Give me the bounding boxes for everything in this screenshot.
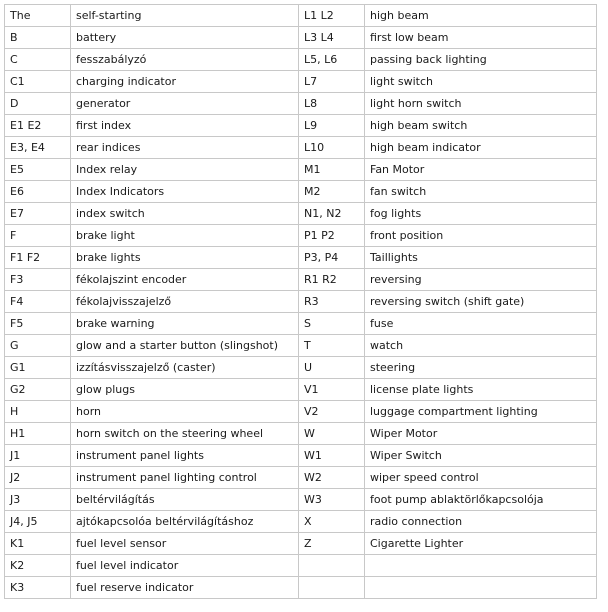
component-description-left: charging indicator: [71, 71, 299, 93]
component-description-right: fog lights: [365, 203, 597, 225]
component-description-left: fékolajszint encoder: [71, 269, 299, 291]
table-row: [5, 115, 597, 137]
component-code-left: B: [5, 27, 71, 49]
component-description-left: Index relay: [71, 159, 299, 181]
table-row: [5, 49, 597, 71]
table-row: [5, 489, 597, 511]
table-row: [5, 467, 597, 489]
table-row: [5, 379, 597, 401]
component-code-left: F: [5, 225, 71, 247]
component-description-left: battery: [71, 27, 299, 49]
component-description-right: Fan Motor: [365, 159, 597, 181]
component-code-right: [299, 555, 365, 577]
component-code-right: M2: [299, 181, 365, 203]
component-code-right: P1 P2: [299, 225, 365, 247]
component-code-right: V1: [299, 379, 365, 401]
component-description-left: horn: [71, 401, 299, 423]
component-description-right: [365, 577, 597, 599]
component-code-left: G2: [5, 379, 71, 401]
component-code-right: P3, P4: [299, 247, 365, 269]
component-description-left: instrument panel lighting control: [71, 467, 299, 489]
component-code-right: L3 L4: [299, 27, 365, 49]
component-legend-table: [4, 4, 597, 599]
component-code-left: E5: [5, 159, 71, 181]
table-row: [5, 423, 597, 445]
component-description-right: license plate lights: [365, 379, 597, 401]
component-description-left: glow and a starter button (slingshot): [71, 335, 299, 357]
component-code-right: V2: [299, 401, 365, 423]
component-description-right: steering: [365, 357, 597, 379]
component-description-left: instrument panel lights: [71, 445, 299, 467]
component-description-right: Wiper Switch: [365, 445, 597, 467]
component-code-right: R3: [299, 291, 365, 313]
component-description-left: rear indices: [71, 137, 299, 159]
component-description-right: radio connection: [365, 511, 597, 533]
component-code-right: Z: [299, 533, 365, 555]
table-row: [5, 5, 597, 27]
component-description-left: izzításvisszajelző (caster): [71, 357, 299, 379]
component-code-right: W: [299, 423, 365, 445]
table-row: [5, 313, 597, 335]
component-code-left: E1 E2: [5, 115, 71, 137]
table-row: [5, 357, 597, 379]
component-code-left: E6: [5, 181, 71, 203]
component-code-right: L7: [299, 71, 365, 93]
component-code-right: U: [299, 357, 365, 379]
table-row: [5, 401, 597, 423]
component-code-left: D: [5, 93, 71, 115]
component-code-left: K2: [5, 555, 71, 577]
component-description-left: fékolajvisszajelző: [71, 291, 299, 313]
component-description-left: index switch: [71, 203, 299, 225]
component-description-left: ajtókapcsolóa beltérvilágításhoz: [71, 511, 299, 533]
component-description-right: fan switch: [365, 181, 597, 203]
component-code-right: W3: [299, 489, 365, 511]
legend-table-body: [5, 5, 597, 599]
component-code-right: W2: [299, 467, 365, 489]
component-code-right: L8: [299, 93, 365, 115]
component-description-right: Wiper Motor: [365, 423, 597, 445]
table-row: [5, 511, 597, 533]
component-code-right: L10: [299, 137, 365, 159]
component-code-left: F1 F2: [5, 247, 71, 269]
component-description-left: glow plugs: [71, 379, 299, 401]
component-description-left: fesszabályzó: [71, 49, 299, 71]
component-code-right: N1, N2: [299, 203, 365, 225]
component-code-right: L1 L2: [299, 5, 365, 27]
component-description-right: [365, 555, 597, 577]
component-description-right: luggage compartment lighting: [365, 401, 597, 423]
component-code-right: T: [299, 335, 365, 357]
table-row: [5, 181, 597, 203]
component-description-left: fuel level indicator: [71, 555, 299, 577]
component-description-right: high beam switch: [365, 115, 597, 137]
component-code-right: S: [299, 313, 365, 335]
component-code-left: J4, J5: [5, 511, 71, 533]
component-description-right: front position: [365, 225, 597, 247]
component-description-right: wiper speed control: [365, 467, 597, 489]
component-code-left: J2: [5, 467, 71, 489]
component-description-left: self-starting: [71, 5, 299, 27]
component-description-right: high beam: [365, 5, 597, 27]
component-description-right: high beam indicator: [365, 137, 597, 159]
table-row: [5, 269, 597, 291]
component-code-right: L5, L6: [299, 49, 365, 71]
component-description-left: horn switch on the steering wheel: [71, 423, 299, 445]
component-description-left: beltérvilágítás: [71, 489, 299, 511]
table-row: [5, 225, 597, 247]
component-code-right: [299, 577, 365, 599]
table-row: [5, 137, 597, 159]
table-row: [5, 71, 597, 93]
component-description-right: watch: [365, 335, 597, 357]
table-row: [5, 577, 597, 599]
component-code-left: F5: [5, 313, 71, 335]
component-code-left: F3: [5, 269, 71, 291]
component-description-left: fuel reserve indicator: [71, 577, 299, 599]
component-code-left: J1: [5, 445, 71, 467]
table-row: [5, 533, 597, 555]
component-description-left: first index: [71, 115, 299, 137]
component-description-left: fuel level sensor: [71, 533, 299, 555]
table-row: [5, 291, 597, 313]
component-description-right: passing back lighting: [365, 49, 597, 71]
component-code-left: F4: [5, 291, 71, 313]
component-code-left: G: [5, 335, 71, 357]
component-code-left: J3: [5, 489, 71, 511]
component-description-right: reversing: [365, 269, 597, 291]
component-code-right: X: [299, 511, 365, 533]
component-description-right: foot pump ablaktörlőkapcsolója: [365, 489, 597, 511]
component-code-left: H: [5, 401, 71, 423]
component-code-left: G1: [5, 357, 71, 379]
component-code-left: H1: [5, 423, 71, 445]
component-code-left: C: [5, 49, 71, 71]
component-code-right: L9: [299, 115, 365, 137]
component-description-right: light horn switch: [365, 93, 597, 115]
component-description-right: light switch: [365, 71, 597, 93]
component-description-right: Cigarette Lighter: [365, 533, 597, 555]
table-row: [5, 159, 597, 181]
component-description-left: brake warning: [71, 313, 299, 335]
component-description-right: Taillights: [365, 247, 597, 269]
table-row: [5, 445, 597, 467]
component-code-right: R1 R2: [299, 269, 365, 291]
component-description-right: first low beam: [365, 27, 597, 49]
component-code-left: The: [5, 5, 71, 27]
table-row: [5, 247, 597, 269]
component-code-left: K1: [5, 533, 71, 555]
table-row: [5, 555, 597, 577]
table-row: [5, 203, 597, 225]
component-description-right: fuse: [365, 313, 597, 335]
table-row: [5, 93, 597, 115]
component-code-right: W1: [299, 445, 365, 467]
component-description-left: brake lights: [71, 247, 299, 269]
component-code-left: E3, E4: [5, 137, 71, 159]
component-description-left: brake light: [71, 225, 299, 247]
table-row: [5, 335, 597, 357]
component-description-left: generator: [71, 93, 299, 115]
component-code-right: M1: [299, 159, 365, 181]
component-code-left: K3: [5, 577, 71, 599]
component-code-left: C1: [5, 71, 71, 93]
component-code-left: E7: [5, 203, 71, 225]
component-description-left: Index Indicators: [71, 181, 299, 203]
component-description-right: reversing switch (shift gate): [365, 291, 597, 313]
table-row: [5, 27, 597, 49]
